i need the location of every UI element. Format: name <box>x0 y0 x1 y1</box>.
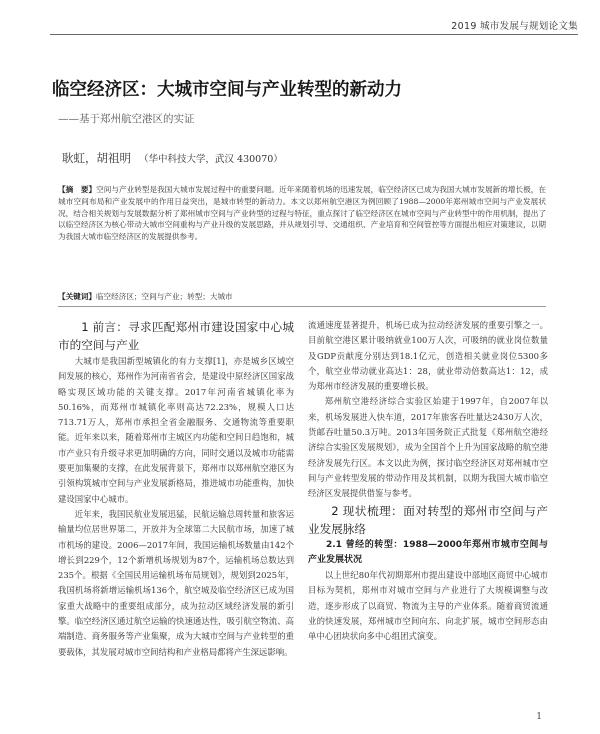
abstract-divider <box>58 306 546 307</box>
section-1-heading: 1 前言：寻求匹配郑州市建设国家中心城市的空间与产业 <box>58 320 294 352</box>
header-rule <box>50 34 578 35</box>
running-header: 2019 城市发展与规划论文集 <box>451 21 578 32</box>
paper-title: 临空经济区：大城市空间与产业转型的新动力 <box>52 80 402 100</box>
section-2-1-heading: 2.1 曾经的转型：1988—2000年郑州市城市空间与产业发展状况 <box>308 539 548 565</box>
keywords-block <box>58 291 546 302</box>
section-2-heading: 2 现状梳理：面对转型的郑州市空间与产业发展脉络 <box>308 503 548 536</box>
left-column <box>58 318 294 660</box>
keywords-label: 【关键词】 <box>58 292 96 301</box>
section-1-paragraph-2: 近年来，我国民航业发展迅猛，民航运输总周转量和旅客运输量均位居世界第二，开放并为全球第二大民航市场，加速了城市机场的建设。2006—2017年间，我国运输机场数量由142个增长到229个，12个新增机场规划为87个，运输机场总数达到235个。根据《全国民用运输机场布局规划》，规划到2025年，我国机场将新增运输机场136个，航空城及临空经济区已成为国家重大战略中的重要组成部分，成为拉动区域经济发展的新引擎。临空经济区通过航空运输的快速通达性，吸引航空物流、高端制造、商务服务等产业集聚，成为大城市空间与产业转型的重要载体，其发展对城市空间结构和产业格局都将产生深远影响。 <box>58 508 294 657</box>
abstract-block <box>58 184 546 243</box>
author-affiliation: （华中科技大学，武汉 430070） <box>139 154 283 165</box>
abstract-text: 空间与产业转型是我国大城市发展过程中的重要问题。近年来随着机场的迅速发展，临空经济区已成为我国大城市发展新的增长极，在城市空间布局和产业发展中的作用日益突出，是城市转型的新动力。本文以郑州航空港区为例回顾了1988—2000年郑州城市空间与产业发展状况，结合相关规划与发展数据分析了郑州城市空间与产业转型的过程与特征，重点探讨了临空经济区在城市空间与产业转型中的作用机制，提出了以临空经济区为核心带动大城市空间重构与产业升级的发展思路，并从规划引导、交通组织、产业培育和空间管控等方面提出相应对策建议，以期为我国大城市临空经济区的发展提供参考。 <box>58 185 547 242</box>
author-names: 耿虹，胡祖明 <box>62 151 131 165</box>
keywords-text: 临空经济区；空间与产业；转型；大城市 <box>95 292 233 301</box>
right-paragraph-2: 郑州航空港经济综合实验区始建于1997年，自2007年以来，机场发展进入快车道，2017年旅客吞吐量达2430万人次，货邮吞吐量50.3万吨。2013年国务院正式批复《郑州航空港经济综合实验区发展规划》，成为全国首个上升为国家战略的航空港经济发展先行区。本文以此为例，探讨临空经济区对郑州城市空间与产业转型发展的带动作用及其机制，以期为我国大城市临空经济区发展提供借鉴与参考。 <box>308 396 548 499</box>
author-line <box>62 150 283 166</box>
right-paragraph-1: 流通速度显著提升，机场已成为拉动经济发展的重要引擎之一。目前航空港区累计吸纳就业100万人次，可吸纳的就业岗位数量及GDP贡献度分别达到18.1亿元，创造相关就业岗位5300多个，航空业带动就业高达1：28，就业带动倍数高达1：12，成为郑州市经济发展的重要增长极。 <box>308 320 548 392</box>
page-number: 1 <box>536 712 542 722</box>
paper-subtitle: ——基于郑州航空港区的实证 <box>58 113 195 125</box>
section-2-1-paragraph-1: 以上世纪80年代初期郑州市提出建设中部地区商贸中心城市目标为契机，郑州市对城市空间与产业进行了大规模调整与改造，逐步形成了以商贸、物流为主导的产业体系。随着商贸流通业的快速发展，郑州城市空间向东、向北扩展，城市空间形态由单中心团块状向多中心组团式演变。 <box>308 570 548 642</box>
right-column <box>308 318 548 645</box>
abstract-label: 【摘 要】 <box>58 185 97 194</box>
section-1-paragraph-1: 大城市是我国新型城镇化的有力支撑[1]，亦是城乡区域空间发展的核心，郑州作为河南省省会，是建设中原经济区国家战略实现区域功能的关键支撑。2017年河南省城镇化率为50.16%，而郑州市城镇化率则高达72.23%，规模人口达713.71万人，郑州市承担全省金融服务、交通物流等重要职能。近年来以来，随着郑州市主城区内功能和空间日趋饱和，城市产业只有升级寻求更加明确的方向，同时交通以及城市功能需要更加集聚的支撑，在此发展背景下，郑州市以郑州航空港区为引领构筑城市空间与产业发展新格局，推进城市功能重构，加快建设国家中心城市。 <box>58 356 294 504</box>
